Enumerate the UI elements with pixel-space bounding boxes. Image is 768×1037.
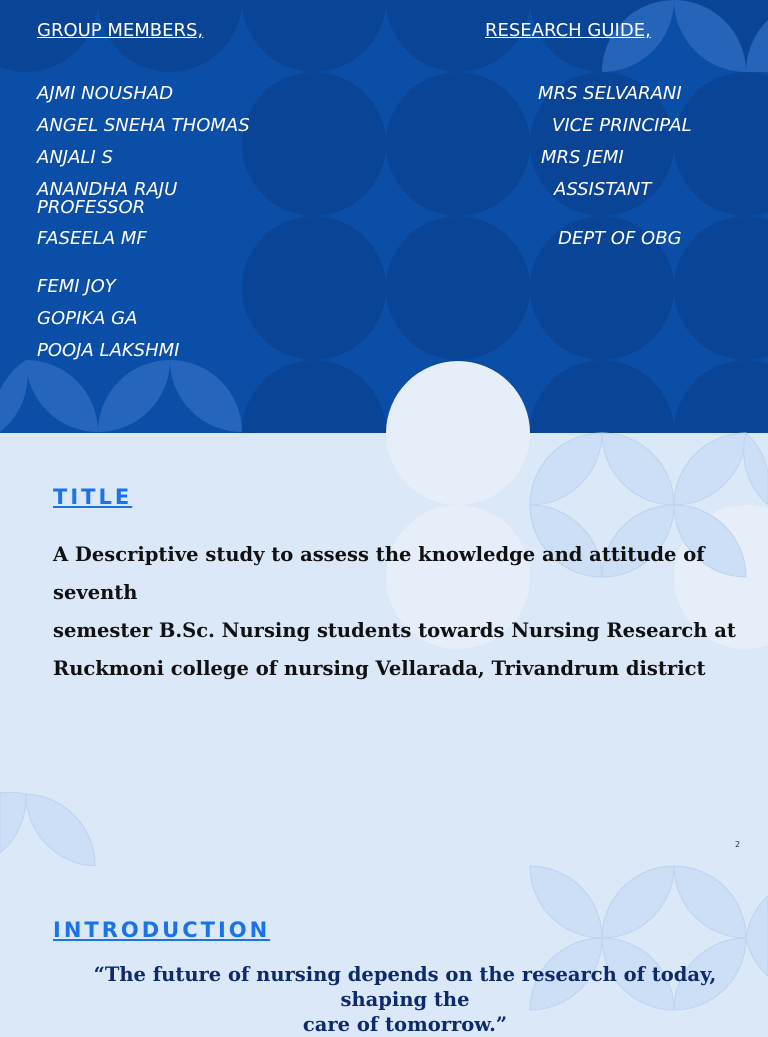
group-members-heading: GROUP MEMBERS, xyxy=(37,20,204,41)
member-name: ANANDHA RAJU xyxy=(37,179,178,200)
member-name: FASEELA MF xyxy=(37,228,147,249)
guide-line: MRS SELVARANI xyxy=(538,83,682,104)
study-title-line: semester B.Sc. Nursing students towards Nursing Research at xyxy=(53,619,736,642)
guide-line: ASSISTANT xyxy=(554,179,652,200)
guide-line: DEPT OF OBG xyxy=(558,228,682,249)
member-name: POOJA LAKSHMI xyxy=(37,340,180,361)
member-name: ANGEL SNEHA THOMAS xyxy=(37,115,250,136)
member-name: AJMI NOUSHAD xyxy=(37,83,174,104)
page-number: 2 xyxy=(735,840,741,849)
member-name: FEMI JOY xyxy=(37,276,116,297)
introduction-quote xyxy=(60,962,750,1037)
guide-line: VICE PRINCIPAL xyxy=(552,115,692,136)
guide-line: PROFESSOR xyxy=(37,197,146,218)
title-heading: TITLE xyxy=(53,485,133,509)
slide-group-members xyxy=(0,0,768,433)
study-title-line: A Descriptive study to assess the knowledge and attitude of seventh xyxy=(53,543,705,604)
research-guide-heading: RESEARCH GUIDE, xyxy=(485,20,651,41)
member-name: ANJALI S xyxy=(37,147,113,168)
study-title-line: Ruckmoni college of nursing Vellarada, Trivandrum district xyxy=(53,657,706,680)
quote-line: “The future of nursing depends on the research of today, shaping the xyxy=(93,963,717,1011)
slide-title xyxy=(0,433,768,866)
study-title xyxy=(53,536,743,688)
quote-line: care of tomorrow.” xyxy=(302,1013,508,1036)
introduction-heading: INTRODUCTION xyxy=(53,918,271,942)
guide-line: MRS JEMI xyxy=(541,147,624,168)
slide-introduction xyxy=(0,866,768,1036)
member-name: GOPIKA GA xyxy=(37,308,138,329)
